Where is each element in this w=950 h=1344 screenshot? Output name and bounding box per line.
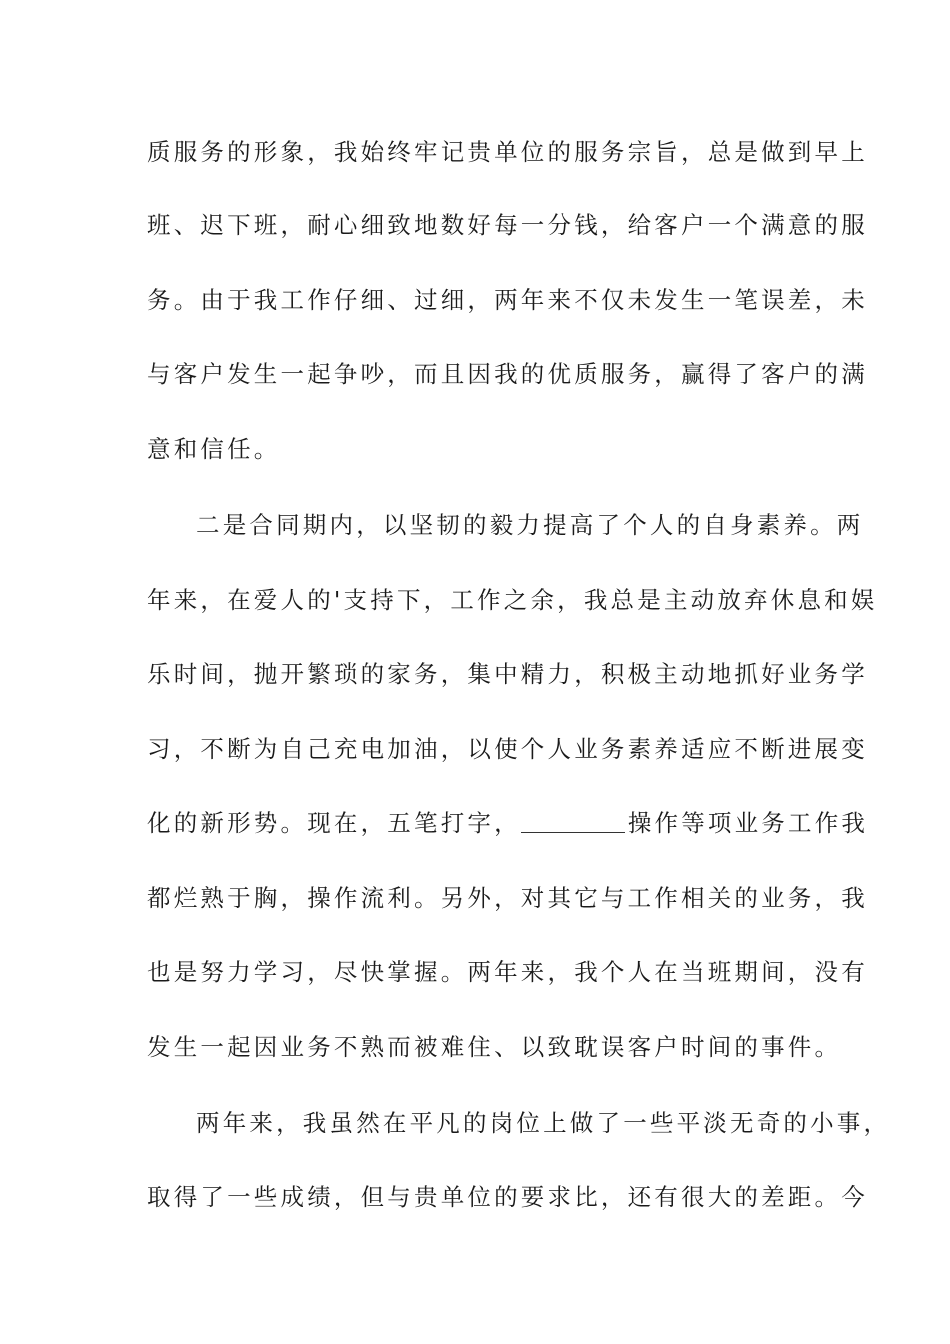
text-line-with-blank (147, 803, 869, 843)
text-line: 乐时间，抛开繁琐的家务，集中精力，积极主动地抓好业务学 (147, 660, 868, 688)
text-line: 取得了一些成绩，但与贵单位的要求比，还有很大的差距。今 (147, 1183, 868, 1211)
text-line: 也是努力学习，尽快掌握。两年来，我个人在当班期间，没有 (147, 958, 868, 986)
text-segment: 化的新形势。现在，五笔打字， (147, 809, 521, 837)
text-line: 与客户发生一起争吵，而且因我的优质服务，赢得了客户的满 (147, 360, 868, 388)
text-line: 都烂熟于胸，操作流利。另外，对其它与工作相关的业务，我 (147, 884, 868, 912)
fill-in-blank (521, 810, 625, 833)
text-line: 年来，在爱人的'支持下，工作之余，我总是主动放弃休息和娱 (147, 586, 878, 614)
paragraph-first-line: 二是合同期内，以坚韧的毅力提高了个人的自身素养。两 (196, 511, 864, 539)
paragraph-first-line: 两年来，我虽然在平凡的岗位上做了一些平淡无奇的小事， (196, 1109, 891, 1137)
text-segment: 操作等项业务工作我 (627, 809, 869, 837)
text-line: 发生一起因业务不熟而被难住、以致耽误客户时间的事件。 (147, 1033, 842, 1061)
text-line: 质服务的形象，我始终牢记贵单位的服务宗旨，总是做到早上 (147, 138, 868, 166)
text-line: 习，不断为自己充电加油，以使个人业务素养适应不断进展变 (147, 735, 868, 763)
text-line: 班、迟下班，耐心细致地数好每一分钱，给客户一个满意的服 (147, 211, 868, 239)
text-line: 意和信任。 (147, 435, 281, 463)
text-line: 务。由于我工作仔细、过细，两年来不仅未发生一笔误差，未 (147, 286, 868, 314)
